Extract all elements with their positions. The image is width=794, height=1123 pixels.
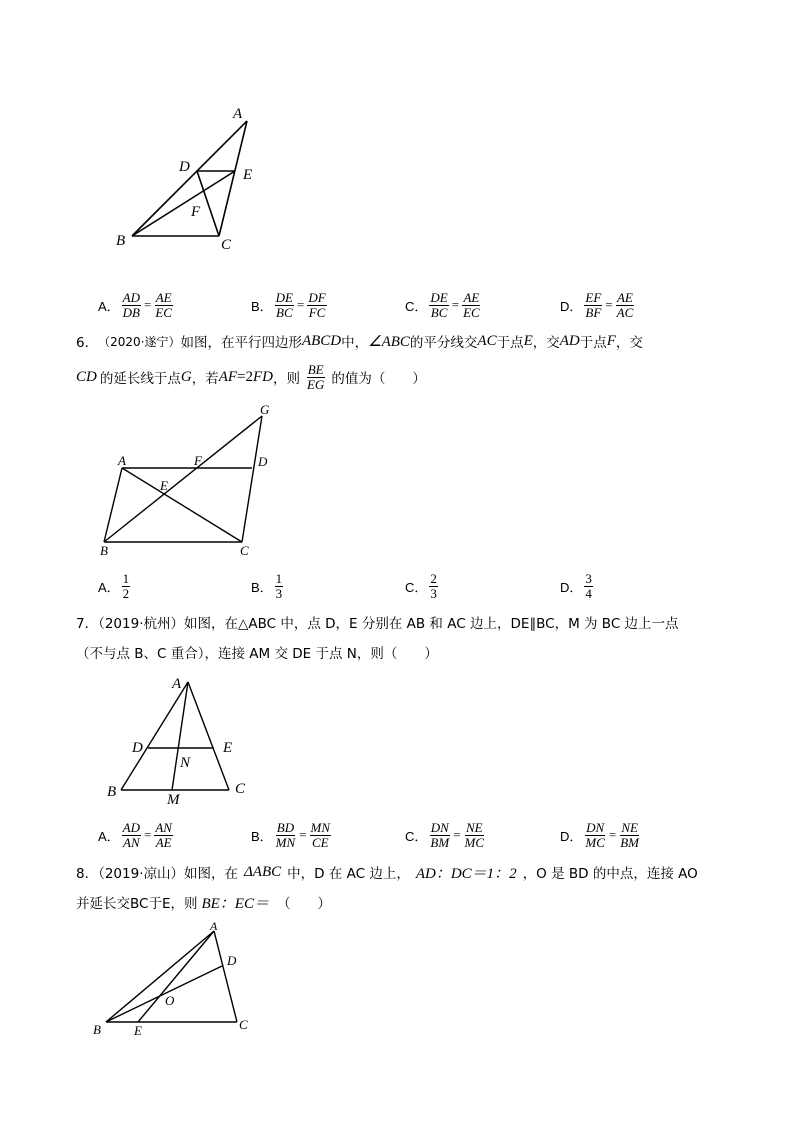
frac-den: AE: [155, 834, 172, 850]
fraction-be-eg: [306, 363, 325, 392]
math-eq: =: [237, 368, 246, 385]
fraction: [310, 821, 332, 850]
option-letter: B．: [251, 298, 273, 314]
stem-text: （不与点 B、C 重合），连接 AM 交 DE 于点 N，则（ ）: [76, 646, 438, 662]
q7-seg-am: [172, 682, 188, 790]
stem-text: 的值为（ ）: [331, 371, 426, 387]
frac-num: AD: [122, 819, 141, 835]
frac-num: AE: [616, 289, 633, 305]
q5-label-c: C: [221, 237, 232, 253]
stem-text: ，则: [272, 371, 300, 387]
option-letter: B．: [251, 579, 273, 595]
q6-option-a[interactable]: [98, 566, 130, 606]
frac-den: 2: [122, 585, 130, 601]
q8-seg-ab: [106, 931, 214, 1022]
fraction: [616, 291, 635, 320]
equals: =: [144, 297, 152, 312]
math-var: FD: [252, 368, 273, 385]
fraction: [122, 291, 141, 320]
fraction: [584, 291, 602, 320]
q8-label-e: E: [134, 1023, 142, 1038]
fraction: [122, 572, 131, 601]
frac-num: 1: [122, 570, 130, 586]
q7-option-b[interactable]: [251, 815, 331, 855]
math-var: G: [180, 368, 192, 385]
q6-label-e: E: [160, 478, 168, 493]
frac-num: 1: [275, 570, 283, 586]
fraction: [307, 291, 326, 320]
frac-num: MN: [310, 819, 331, 835]
math-var: AC: [477, 332, 497, 349]
fraction: [584, 572, 593, 601]
q6-stem-line2: [76, 357, 736, 397]
math-expr: BE：EC＝: [201, 895, 269, 912]
q8-stem-line2: [76, 891, 736, 913]
frac-den: FC: [308, 304, 326, 320]
frac-num: DN: [586, 819, 605, 835]
fraction: [154, 821, 173, 850]
frac-den: BF: [585, 304, 602, 320]
frac-num: DN: [430, 819, 449, 835]
equals: =: [605, 297, 613, 312]
frac-num: EF: [585, 289, 602, 305]
stem-text: 于点: [496, 335, 524, 351]
frac-num: AN: [155, 819, 172, 835]
frac-den: MC: [585, 834, 605, 850]
fraction: [275, 821, 297, 850]
q5-seg-ab: [132, 121, 247, 236]
stem-text: 7．（2019·杭州）如图，在△ABC 中，点 D，E 分别在 AB 和 AC 边上，DE∥BC，M 为 BC 边上一点: [76, 616, 679, 632]
q6-label-d: D: [258, 454, 268, 469]
equals: =: [144, 827, 152, 842]
q7-figure: [100, 672, 260, 810]
q5-option-a[interactable]: [98, 285, 173, 325]
q7-label-a: A: [172, 676, 182, 692]
q7-seg-ac: [188, 682, 229, 790]
math-var: E: [523, 332, 533, 349]
frac-den: BC: [276, 304, 293, 320]
equals: =: [608, 827, 617, 842]
q5-option-c[interactable]: [405, 285, 481, 325]
option-letter: A．: [98, 828, 120, 844]
fraction: [275, 572, 284, 601]
frac-den: BM: [430, 834, 450, 850]
frac-den: EC: [155, 304, 172, 320]
q7-option-d[interactable]: [560, 815, 640, 855]
q8-figure: [88, 918, 258, 1043]
frac-den: AN: [123, 834, 140, 850]
frac-den: EG: [306, 376, 325, 392]
q8-seg-bd: [106, 966, 222, 1022]
q6-option-d[interactable]: [560, 566, 593, 606]
fraction: [619, 821, 640, 850]
q8-label-d: D: [227, 953, 237, 968]
q7-label-n: N: [180, 755, 191, 771]
fraction: [429, 572, 438, 601]
option-letter: D．: [560, 298, 583, 314]
q7-option-c[interactable]: [405, 815, 485, 855]
q6-figure: [92, 398, 282, 563]
stem-text: 8．（2019·凉山）如图，在: [76, 866, 238, 882]
q5-seg-be: [132, 171, 235, 236]
q5-label-d: D: [179, 159, 190, 175]
equals: =: [451, 297, 460, 312]
frac-den: AC: [616, 304, 634, 320]
stem-text: 于点: [579, 335, 607, 351]
math-var: CD: [76, 368, 97, 385]
equals: =: [453, 827, 461, 842]
frac-den: MN: [275, 834, 296, 850]
fraction: [122, 821, 141, 850]
frac-den: 4: [585, 585, 592, 601]
q8-label-b: B: [93, 1022, 101, 1037]
q8-label-a: A: [210, 919, 218, 933]
option-letter: A．: [98, 579, 120, 595]
math-var: F: [606, 332, 616, 349]
q5-option-b[interactable]: [251, 285, 327, 325]
stem-text: ，若: [191, 371, 219, 387]
q6-seg-cg: [242, 416, 262, 542]
fraction: [464, 821, 486, 850]
q7-label-c: C: [235, 781, 246, 797]
stem-text: （ ）: [276, 896, 331, 912]
q7-stem-line1: [76, 611, 736, 633]
q6-label-f: F: [194, 453, 202, 468]
frac-den: EC: [463, 304, 480, 320]
frac-num: AD: [122, 289, 141, 305]
equals: =: [297, 297, 305, 312]
frac-num: 2: [430, 570, 437, 586]
q6-label-c: C: [240, 543, 249, 558]
option-letter: C．: [405, 579, 428, 595]
q7-label-m: M: [167, 792, 180, 808]
option-letter: C．: [405, 828, 428, 844]
stem-text: ，交: [615, 335, 643, 351]
math-var: AF: [218, 368, 238, 385]
q5-label-b: B: [116, 233, 126, 249]
stem-text: 如图，在平行四边形: [180, 335, 302, 351]
q7-stem-line2: [76, 641, 736, 663]
q5-label-a: A: [233, 106, 243, 122]
q6-seg-ab: [104, 468, 122, 542]
q6-option-b[interactable]: [251, 566, 283, 606]
option-letter: C．: [405, 298, 428, 314]
equals: =: [299, 827, 307, 842]
fraction: [429, 821, 450, 850]
question-number: 6．: [76, 335, 99, 351]
frac-num: DE: [275, 289, 294, 305]
frac-num: AE: [463, 289, 480, 305]
frac-num: BE: [307, 361, 324, 377]
stem-text: 的平分线交: [409, 335, 478, 351]
q6-seg-bg: [104, 416, 262, 542]
stem-text: ，交: [532, 335, 560, 351]
q6-label-b: B: [100, 543, 108, 558]
math-tri: ΔABC: [244, 863, 282, 880]
math-num: 2: [245, 368, 253, 385]
fraction: [462, 291, 481, 320]
q6-options: [98, 566, 758, 606]
fraction: [429, 291, 448, 320]
q7-seg-ab: [121, 682, 188, 790]
frac-num: DE: [430, 289, 448, 305]
stem-text: ，O 是 BD 的中点，连接 AO: [522, 866, 698, 882]
fraction: [154, 291, 173, 320]
option-letter: A．: [98, 298, 120, 314]
q7-options: [98, 815, 758, 855]
option-letter: D．: [560, 579, 583, 595]
q5-label-f: F: [191, 204, 201, 220]
frac-den: 3: [430, 585, 437, 601]
math-var: AD: [559, 332, 580, 349]
q5-seg-dc: [197, 171, 219, 236]
q8-stem-line1: [76, 861, 736, 883]
stem-text: 的延长线于点: [99, 371, 181, 387]
stem-text: 中，D 在 AC 边上，: [287, 866, 410, 882]
fraction: [584, 821, 606, 850]
frac-den: BC: [430, 304, 448, 320]
q6-option-c[interactable]: [405, 566, 438, 606]
stem-text: 中，: [341, 335, 369, 351]
question-source: （2020·遂宁）: [98, 334, 181, 349]
q8-seg-ac: [214, 931, 237, 1022]
frac-num: BD: [276, 819, 295, 835]
option-letter: B．: [251, 828, 273, 844]
q5-option-d[interactable]: [560, 285, 634, 325]
q5-label-e: E: [243, 167, 253, 183]
frac-num: 3: [585, 570, 592, 586]
q6-label-a: A: [118, 453, 126, 468]
q7-option-a[interactable]: [98, 815, 173, 855]
q8-seg-ae: [138, 931, 214, 1022]
math-angle: ∠ABC: [368, 333, 410, 350]
math-var: ABCD: [301, 332, 342, 349]
frac-num: DF: [308, 289, 326, 305]
frac-den: BM: [620, 834, 640, 850]
frac-num: NE: [621, 819, 638, 835]
stem-text: 并延长交BC于E，则: [76, 896, 198, 912]
frac-den: CE: [311, 834, 329, 850]
frac-num: NE: [465, 819, 483, 835]
q7-label-d: D: [132, 740, 143, 756]
frac-num: AE: [155, 289, 172, 305]
q7-label-b: B: [107, 784, 117, 800]
fraction: [275, 291, 294, 320]
q6-stem-line1: [76, 330, 736, 352]
q7-label-e: E: [223, 740, 233, 756]
q5-options: [98, 285, 758, 325]
q6-label-g: G: [260, 402, 270, 417]
math-ratio: AD：DC＝1：2: [415, 865, 517, 882]
option-letter: D．: [560, 828, 583, 844]
frac-den: 3: [275, 585, 283, 601]
q8-label-c: C: [239, 1017, 248, 1032]
frac-den: DB: [122, 304, 141, 320]
q5-figure: [100, 95, 280, 265]
q8-label-o: O: [165, 993, 175, 1008]
frac-den: MC: [464, 834, 485, 850]
